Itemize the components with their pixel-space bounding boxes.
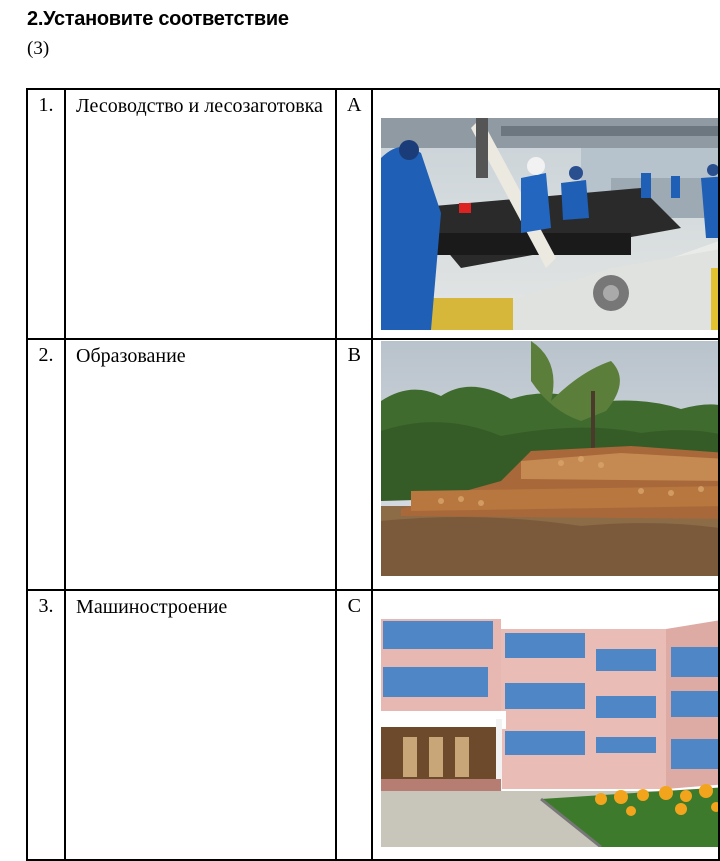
matching-table <box>26 88 720 861</box>
table-row <box>27 590 719 860</box>
row-number: 1. <box>27 89 65 339</box>
school-building-photo <box>381 619 719 847</box>
row-image-cell <box>372 590 719 860</box>
row-letter: B <box>336 339 372 590</box>
row-image-cell <box>372 89 719 339</box>
table-row <box>27 89 719 339</box>
row-letter: A <box>336 89 372 339</box>
log-pile-forest-photo <box>381 341 719 576</box>
table-row <box>27 339 719 590</box>
task-title: 2.Установите соответствие <box>27 8 289 30</box>
row-term: Лесоводство и лесозаготовка <box>65 89 336 339</box>
row-image-cell <box>372 339 719 590</box>
task-points: (3) <box>27 38 50 59</box>
row-term: Образование <box>65 339 336 590</box>
car-assembly-line-photo <box>381 118 719 330</box>
row-number: 3. <box>27 590 65 860</box>
row-letter: C <box>336 590 372 860</box>
row-number: 2. <box>27 339 65 590</box>
row-term: Машиностроение <box>65 590 336 860</box>
